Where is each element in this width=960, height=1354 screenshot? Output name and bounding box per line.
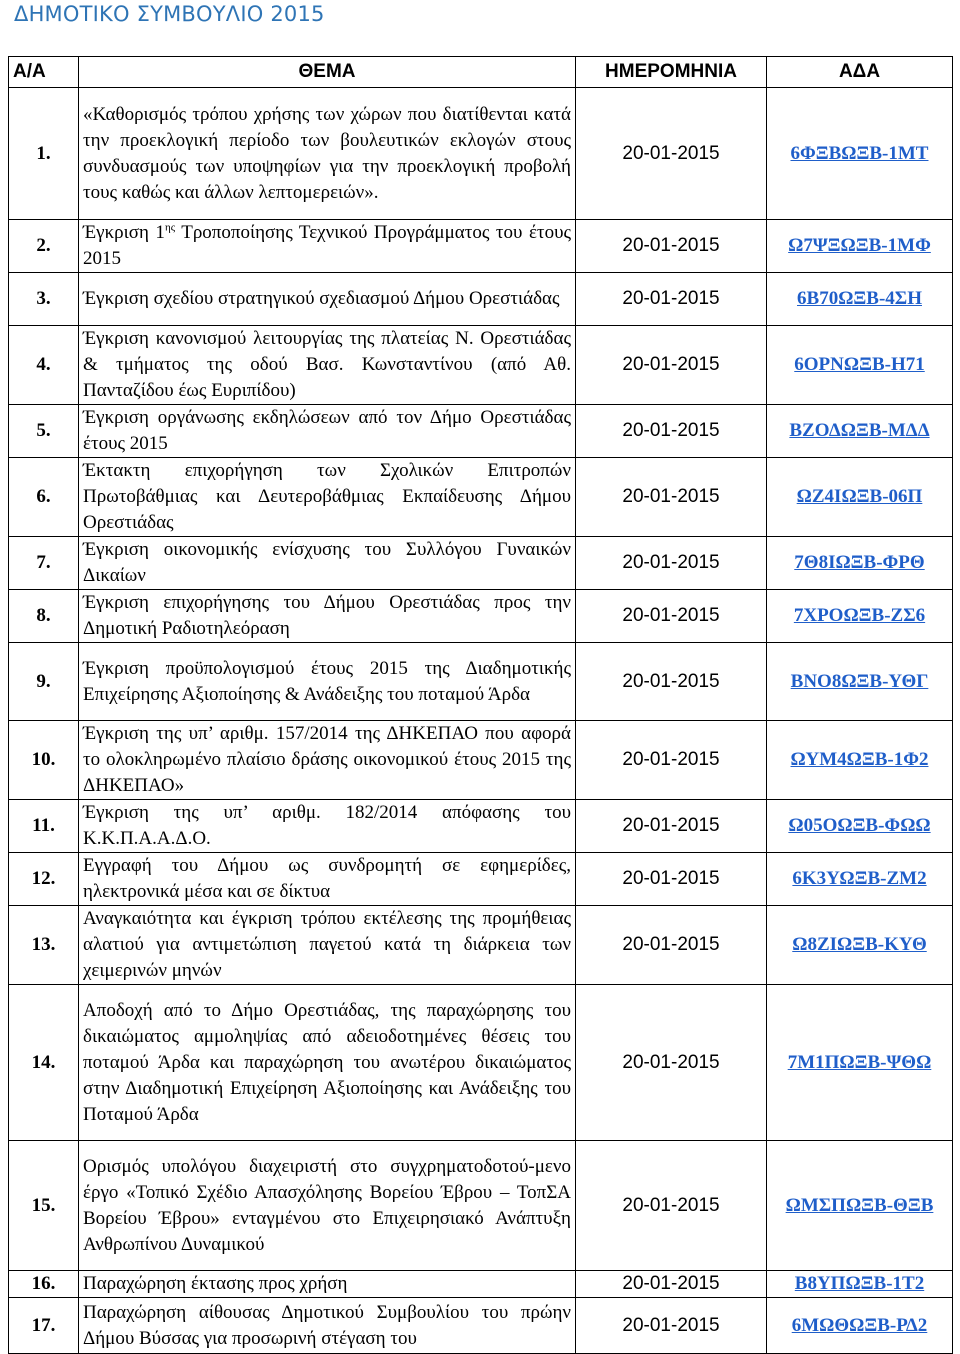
row-subject: Έγκριση προϋπολογισμού έτους 2015 της Διαδημοτικής Επιχείρησης Αξιοποίησης & Ανάδειξης του ποταμού Άρδα xyxy=(79,643,576,721)
header-subject: ΘΕΜΑ xyxy=(79,57,576,88)
ada-link[interactable]: ΩΜΣΠΩΞΒ-ΘΞΒ xyxy=(785,1194,934,1216)
row-ada-cell xyxy=(767,458,953,537)
row-ada-cell xyxy=(767,800,953,853)
subject-text: Τροποποίησης Τεχνικού Προγράμματος του έτους 2015 xyxy=(83,222,571,269)
row-date: 20-01-2015 xyxy=(576,220,767,273)
table-row xyxy=(9,800,953,853)
row-number: 4. xyxy=(9,326,79,405)
row-subject: Έγκριση κανονισμού λειτουργίας της πλατείας Ν. Ορεστιάδας & τμήματος της οδού Βασ. Κωνσταντίνου (από Αθ. Πανταζίδου έως Ευριπίδου) xyxy=(79,326,576,405)
row-ada-cell xyxy=(767,1298,953,1354)
row-number: 2. xyxy=(9,220,79,273)
table-row xyxy=(9,326,953,405)
row-date: 20-01-2015 xyxy=(576,326,767,405)
row-date: 20-01-2015 xyxy=(576,590,767,643)
table-row xyxy=(9,1298,953,1354)
decisions-table xyxy=(8,56,953,1354)
table-row xyxy=(9,906,953,985)
row-ada-cell xyxy=(767,985,953,1141)
ada-link[interactable]: 6ΦΞΒΩΞΒ-1ΜΤ xyxy=(790,142,929,164)
row-subject: Έγκριση σχεδίου στρατηγικού σχεδιασμού Δήμου Ορεστιάδας xyxy=(79,273,576,326)
row-subject: Έγκριση της υπ’ αριθμ. 157/2014 της ΔΗΚΕΠΑΟ που αφορά το ολοκληρωμένο πλαίσιο δράσης οικονομικού έτους 2015 της ΔΗΚΕΠΑΟ» xyxy=(79,721,576,800)
ada-link[interactable]: 7Μ1ΠΩΞΒ-ΨΘΩ xyxy=(787,1051,932,1073)
row-subject xyxy=(79,220,576,273)
row-subject: Εγγραφή του Δήμου ως συνδρομητή σε εφημερίδες, ηλεκτρονικά μέσα και σε δίκτυα xyxy=(79,853,576,906)
row-ada-cell xyxy=(767,721,953,800)
table-header-row xyxy=(9,57,953,88)
row-ada-cell xyxy=(767,1271,953,1298)
ada-link[interactable]: Ω7ΨΞΩΞΒ-1ΜΦ xyxy=(788,235,931,256)
table-row xyxy=(9,643,953,721)
row-ada-cell xyxy=(767,906,953,985)
row-subject: Έγκριση οικονομικής ενίσχυσης του Συλλόγου Γυναικών Δικαίων xyxy=(79,537,576,590)
row-date: 20-01-2015 xyxy=(576,273,767,326)
table-row xyxy=(9,273,953,326)
ada-link[interactable]: ΩΖ4ΙΩΞΒ-06Π xyxy=(796,486,923,507)
row-subject: Έγκριση επιχορήγησης του Δήμου Ορεστιάδας προς την Δημοτική Ραδιοτηλεόραση xyxy=(79,590,576,643)
row-number: 7. xyxy=(9,537,79,590)
row-date: 20-01-2015 xyxy=(576,721,767,800)
table-row xyxy=(9,721,953,800)
table-row xyxy=(9,1271,953,1298)
row-ada-cell xyxy=(767,537,953,590)
row-number: 11. xyxy=(9,800,79,853)
ada-link[interactable]: Ω05ΟΩΞΒ-ΦΩΩ xyxy=(788,815,931,836)
header-ada: ΑΔΑ xyxy=(767,57,953,88)
row-number: 9. xyxy=(9,643,79,721)
ada-link[interactable]: ΩΥΜ4ΩΞΒ-1Φ2 xyxy=(790,749,929,770)
header-num: Α/Α xyxy=(9,57,79,88)
row-ada-cell xyxy=(767,88,953,220)
row-date: 20-01-2015 xyxy=(576,88,767,220)
page-title: ΔΗΜΟΤΙΚΟ ΣΥΜΒΟΥΛΙΟ 2015 xyxy=(14,2,325,26)
row-number: 12. xyxy=(9,853,79,906)
row-ada-cell xyxy=(767,853,953,906)
ada-link[interactable]: Β8ΥΠΩΞΒ-1Τ2 xyxy=(794,1273,925,1294)
row-date: 20-01-2015 xyxy=(576,853,767,906)
row-number: 15. xyxy=(9,1141,79,1271)
ordinal-suffix: ης xyxy=(164,221,176,234)
row-number: 13. xyxy=(9,906,79,985)
header-date: ΗΜΕΡΟΜΗΝΙΑ xyxy=(576,57,767,88)
row-ada-cell xyxy=(767,273,953,326)
table-row xyxy=(9,458,953,537)
ada-link[interactable]: ΒΝΟ8ΩΞΒ-ΥΘΓ xyxy=(790,670,929,692)
row-date: 20-01-2015 xyxy=(576,906,767,985)
row-date: 20-01-2015 xyxy=(576,985,767,1141)
row-number: 14. xyxy=(9,985,79,1141)
table-row xyxy=(9,88,953,220)
row-ada-cell xyxy=(767,1141,953,1271)
row-ada-cell xyxy=(767,405,953,458)
table-row xyxy=(9,590,953,643)
subject-text: Έγκριση 1 xyxy=(83,222,165,243)
row-number: 17. xyxy=(9,1298,79,1354)
row-subject: Έκτακτη επιχορήγηση των Σχολικών Επιτροπών Πρωτοβάθμιας και Δευτεροβάθμιας Εκπαίδευσης Δήμου Ορεστιάδας xyxy=(79,458,576,537)
row-ada-cell xyxy=(767,643,953,721)
row-date: 20-01-2015 xyxy=(576,405,767,458)
row-subject: Ορισμός υπολόγου διαχειριστή στο συγχρηματοδοτού-μενο έργο «Τοπικό Σχέδιο Απασχόλησης Βορείου Έβρου – ΤοπΣΑ Βορείου Έβρου» ενταγμένου στο Επιχειρησιακό Ανάπτυξη Ανθρωπίνου Δυναμικού xyxy=(79,1141,576,1271)
table-row xyxy=(9,1141,953,1271)
ada-link[interactable]: 7ΧΡΟΩΞΒ-ΖΣ6 xyxy=(793,605,926,626)
table-row xyxy=(9,220,953,273)
row-date: 20-01-2015 xyxy=(576,1141,767,1271)
row-number: 3. xyxy=(9,273,79,326)
row-ada-cell xyxy=(767,220,953,273)
row-subject: Έγκριση της υπ’ αριθμ. 182/2014 απόφασης του Κ.Κ.Π.Α.Α.Δ.Ο. xyxy=(79,800,576,853)
row-date: 20-01-2015 xyxy=(576,1298,767,1354)
ada-link[interactable]: 6ΟΡΝΩΞΒ-Η71 xyxy=(794,354,925,375)
row-number: 5. xyxy=(9,405,79,458)
row-subject: Αποδοχή από το Δήμο Ορεστιάδας, της παραχώρησης του δικαιώματος αμμοληψίας από αδειοδοτημένες θέσεις του ποταμού Άρδα και παραχώρηση του ανωτέρου δικαιώματος στην Διαδημοτική Επιχείρηση Αξιοποίησης και Ανάδειξης του Ποταμού Άρδα xyxy=(79,985,576,1141)
row-subject: «Καθορισμός τρόπου χρήσης των χώρων που διατίθενται κατά την προεκλογική περίοδο των βουλευτικών εκλογών στους συνδυασμούς των υποψηφίων για την προεκλογική προβολή τους καθώς και άλλων λεπτομερειών». xyxy=(79,88,576,220)
row-subject: Παραχώρηση αίθουσας Δημοτικού Συμβουλίου του πρώην Δήμου Βύσσας για προσωρινή στέγαση του xyxy=(79,1298,576,1354)
ada-link[interactable]: 6ΜΩΘΩΞΒ-ΡΔ2 xyxy=(791,1314,928,1336)
ada-link[interactable]: ΒΖΟΔΩΞΒ-ΜΔΔ xyxy=(789,420,930,441)
row-ada-cell xyxy=(767,590,953,643)
ada-link[interactable]: 6Β70ΩΞΒ-4ΣΗ xyxy=(797,288,922,309)
row-number: 6. xyxy=(9,458,79,537)
row-subject: Παραχώρηση έκτασης προς χρήση xyxy=(79,1271,576,1298)
row-subject: Αναγκαιότητα και έγκριση τρόπου εκτέλεσης της προμήθειας αλατιού για αντιμετώπιση παγετού κατά τη διάρκεια των χειμερινών μηνών xyxy=(79,906,576,985)
row-date: 20-01-2015 xyxy=(576,1271,767,1298)
row-number: 8. xyxy=(9,590,79,643)
ada-link[interactable]: 6Κ3ΥΩΞΒ-ΖΜ2 xyxy=(792,868,927,889)
table-row xyxy=(9,985,953,1141)
row-ada-cell xyxy=(767,326,953,405)
ada-link[interactable]: Ω8ΖΙΩΞΒ-ΚΥΘ xyxy=(792,934,927,955)
row-date: 20-01-2015 xyxy=(576,643,767,721)
table-row xyxy=(9,405,953,458)
row-number: 16. xyxy=(9,1271,79,1298)
row-number: 10. xyxy=(9,721,79,800)
table-row xyxy=(9,853,953,906)
row-date: 20-01-2015 xyxy=(576,800,767,853)
row-date: 20-01-2015 xyxy=(576,537,767,590)
row-subject: Έγκριση οργάνωσης εκδηλώσεων από τον Δήμο Ορεστιάδας έτους 2015 xyxy=(79,405,576,458)
ada-link[interactable]: 7Θ8ΙΩΞΒ-ΦΡΘ xyxy=(794,552,925,573)
row-number: 1. xyxy=(9,88,79,220)
row-date: 20-01-2015 xyxy=(576,458,767,537)
table-row xyxy=(9,537,953,590)
